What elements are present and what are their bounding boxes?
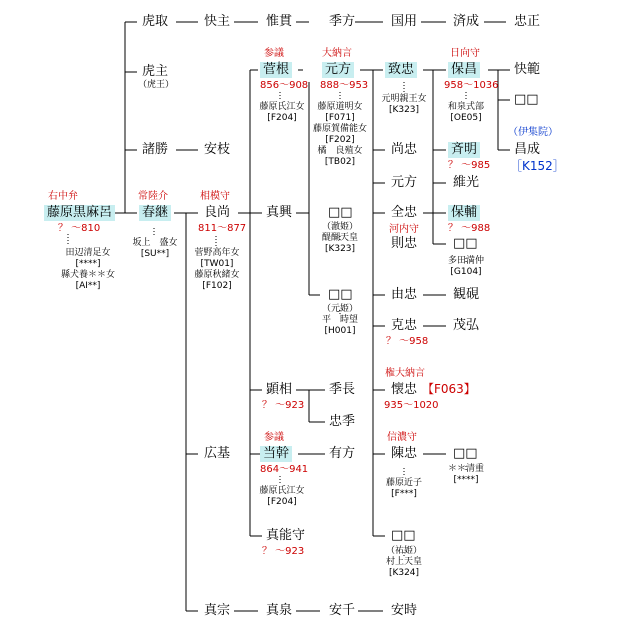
person-unknown-b: □□ — [453, 236, 478, 251]
spouse-code: [****] — [75, 259, 101, 269]
person-fujiwara-kuromaro: 藤原黒麻呂 — [44, 205, 115, 221]
person-ikemitsu: 維光 — [453, 175, 480, 190]
person-akiyoshi: 顕相 — [266, 382, 293, 397]
person-tadasue: 忠季 — [329, 414, 356, 429]
person-hiromoto: 広基 — [204, 446, 231, 461]
code-masanari: ［K152］ — [510, 159, 565, 173]
dates-suganne: 856～908 — [260, 80, 309, 91]
spouse-code: [F102] — [202, 281, 232, 291]
dates-akiyoshi: ？ ～923 — [262, 400, 305, 411]
person-morokatsu: 諸勝 — [142, 142, 169, 157]
spouses-unknown-f — [386, 546, 422, 579]
spouse-code: [TB02] — [324, 157, 356, 167]
title-dainagon: 大納言 — [322, 48, 352, 59]
person-kaishu: 快主 — [204, 14, 231, 29]
person-nariaki: 斉明 — [448, 142, 480, 158]
spouse-note: （元姫） — [321, 304, 359, 314]
person-yoshitada: 由忠 — [391, 287, 418, 302]
title-kawachi: 河内守 — [389, 224, 419, 235]
title-isshuuin: （伊集院） — [508, 127, 558, 138]
person-toramori: 虎取 — [142, 14, 169, 29]
spouse-name: 醍醐天皇 — [321, 233, 359, 243]
spouse-code: [OE05] — [450, 113, 482, 123]
dates-kaichuu: 935～1020 — [384, 400, 439, 411]
title-hitachisuke: 常陸介 — [138, 191, 168, 202]
person-noritada: 則忠 — [391, 236, 418, 251]
spouses-chichuu — [381, 94, 426, 116]
title-shinano: 信濃守 — [387, 432, 417, 443]
person-yasumasa: 保昌 — [448, 62, 480, 78]
dates-kuromaro: ？ ～810 — [58, 223, 101, 234]
spouse-code: [H001] — [324, 326, 356, 336]
dates-yasumasa: 958～1036 — [444, 80, 499, 91]
dates-masamoto: 864～941 — [260, 464, 309, 475]
title-gondainagon: 権大納言 — [385, 368, 425, 379]
person-motokata: 元方 — [322, 62, 354, 78]
person-anchi: 安千 — [329, 603, 356, 618]
person-shinshu: 真宗 — [204, 603, 231, 618]
person-unknown-e: □□ — [453, 446, 478, 461]
person-koreyoshi: 惟貫 — [266, 14, 293, 29]
title-ucyuuben: 右中弁 — [48, 191, 78, 202]
spouse-name: 藤原道明女 — [317, 102, 363, 112]
spouses-unknown-e — [448, 464, 484, 486]
person-shigehiro: 茂弘 — [453, 318, 480, 333]
spouses-haruo — [132, 238, 177, 260]
spouse-name: 和泉式部 — [447, 102, 485, 112]
spouse-name: 元明親王女 — [381, 94, 427, 104]
person-yasusuke: 保輔 — [448, 205, 480, 221]
person-genpo2: 元方 — [391, 175, 418, 190]
note-tokinushi — [138, 80, 174, 91]
spouse-note: （祐姫） — [385, 546, 423, 556]
person-suenaga: 季長 — [329, 382, 356, 397]
spouses-kuromaro — [61, 248, 115, 292]
spouses-chinchuu — [386, 478, 422, 500]
spouse-code: [F202] — [325, 135, 355, 145]
spouse-code: [F204] — [267, 113, 297, 123]
person-shinkou: 真興 — [266, 205, 293, 220]
person-anshi: 安枝 — [204, 142, 231, 157]
person-masanari: 昌成 — [514, 142, 541, 157]
spouse-code: [F071] — [325, 113, 355, 123]
dates-motokata: 888～953 — [320, 80, 369, 91]
spouse-name: 橘 良殖女 — [317, 146, 363, 156]
person-arikata: 有方 — [329, 446, 356, 461]
spouse-code: [AI**] — [75, 281, 101, 291]
spouse-name: 多田満仲 — [447, 256, 485, 266]
title-sangi-suganne: 参議 — [264, 48, 284, 59]
spouse-code: [F204] — [267, 497, 297, 507]
person-unknown-f: □□ — [391, 528, 416, 543]
code-kaichuu: 【F063】 — [422, 382, 476, 396]
dates-katsutada: ？ ～958 — [386, 336, 429, 347]
spouses-motokata — [313, 102, 367, 168]
dates-nariaki: ？ ～985 — [448, 160, 491, 171]
person-makimi: 真泉 — [266, 603, 293, 618]
person-tokinushi: 虎主 — [142, 64, 169, 79]
spouse-code: [G104] — [450, 267, 482, 277]
spouse-name: 坂上 盛女 — [132, 238, 178, 248]
person-naotada: 尚忠 — [391, 142, 418, 157]
dates-yasusuke: ？ ～988 — [448, 223, 491, 234]
person-kikaku: 季方 — [329, 14, 356, 29]
person-unknown-d: □□ — [328, 287, 353, 302]
spouse-code: [F***] — [391, 489, 417, 499]
person-kankan: 観硯 — [453, 287, 480, 302]
spouse-name: 菅野高年女 — [194, 248, 240, 258]
person-zenchuu: 全忠 — [391, 205, 418, 220]
person-kaihan: 快範 — [514, 62, 541, 77]
title-hyuuga: 日向守 — [450, 48, 480, 59]
spouse-code: [SU**] — [140, 249, 170, 259]
spouses-unknown-d — [322, 304, 358, 337]
person-kaichuu: 懐忠 — [391, 382, 418, 397]
spouses-suganne — [259, 102, 304, 124]
note-text: （虎王） — [137, 80, 175, 90]
spouse-name: 藤原近子 — [385, 478, 423, 488]
person-unknown-c: □□ — [328, 205, 353, 220]
spouse-code: [****] — [453, 475, 479, 485]
spouse-name: 藤原賀備能女 — [312, 124, 368, 134]
dates-yoshinao: 811～877 — [198, 223, 247, 234]
title-sangi-masamoto: 参議 — [264, 432, 284, 443]
spouse-name: 村上天皇 — [385, 557, 423, 567]
person-masamoto: 当幹 — [260, 446, 292, 462]
person-shinnoumori: 真能守 — [266, 528, 306, 543]
person-tadamasa: 忠正 — [514, 14, 541, 29]
person-yoshinao: 良尚 — [204, 205, 231, 220]
spouse-name: 縣犬養＊＊女 — [60, 270, 116, 280]
spouses-masamoto — [259, 486, 304, 508]
spouse-name: ＊＊清重 — [447, 464, 485, 474]
title-sagami: 相模守 — [200, 191, 230, 202]
person-suganne: 菅根 — [260, 62, 292, 78]
spouse-name: 田辺清足女 — [65, 248, 111, 258]
person-kunimochi: 国用 — [391, 14, 418, 29]
spouse-code: [TW01] — [200, 259, 234, 269]
spouse-name: 藤原氏江女 — [259, 486, 305, 496]
dates-shinnoumori: ？ ～923 — [262, 546, 305, 557]
spouse-name: 藤原秋緒女 — [194, 270, 240, 280]
spouse-code: [K324] — [388, 568, 420, 578]
spouse-code: [K323] — [324, 244, 356, 254]
person-chichuu: 致忠 — [385, 62, 417, 78]
person-chinchuu: 陳忠 — [391, 446, 418, 461]
person-katsutada: 克忠 — [391, 318, 418, 333]
spouse-name: 藤原氏江女 — [259, 102, 305, 112]
spouse-code: [K323] — [388, 105, 420, 115]
spouses-yasumasa — [448, 102, 484, 124]
spouses-unknown-c — [322, 222, 358, 255]
spouses-yoshinao — [194, 248, 239, 292]
spouses-unknown-b — [448, 256, 484, 278]
person-haruo: 春継 — [139, 205, 171, 221]
spouse-note: （澈姫） — [321, 222, 359, 232]
spouse-name: 平 時望 — [321, 315, 359, 325]
person-kiyonari: 済成 — [453, 14, 480, 29]
person-unknown-a: □□ — [514, 92, 539, 107]
person-yasutoki: 安時 — [391, 603, 418, 618]
